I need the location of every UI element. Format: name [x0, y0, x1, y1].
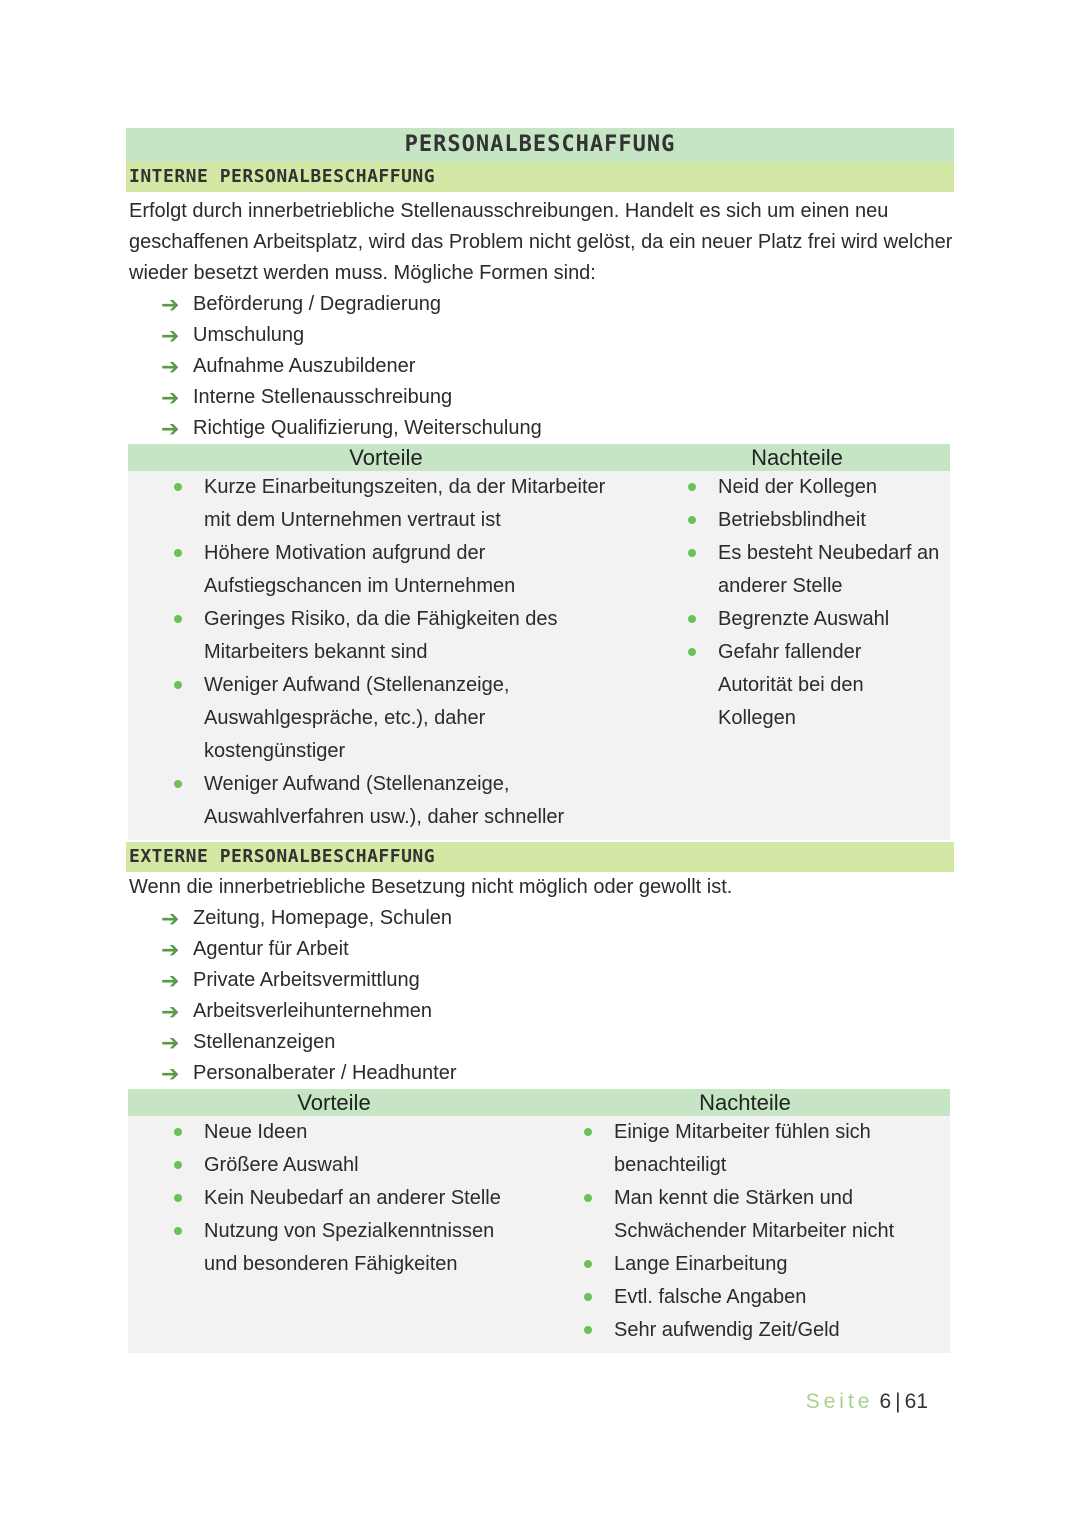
list-item: Kein Neubedarf an anderer Stelle [204, 1182, 520, 1215]
table-header [128, 1089, 950, 1116]
intern-nachteile-list [644, 471, 950, 834]
page-title: PERSONALBESCHAFFUNG [126, 128, 954, 162]
list-item: Neue Ideen [204, 1116, 520, 1149]
list-item: Neid der Kollegen [718, 471, 940, 504]
bullet-icon [688, 648, 696, 656]
current-page: 6 [879, 1390, 892, 1413]
total-pages: 61 [904, 1390, 928, 1413]
arrow-right-icon: ➔ [161, 416, 180, 441]
list-item: ➔ Aufnahme Auszubildener [161, 351, 954, 382]
list-item: Geringes Risiko, da die Fähigkeiten des Mitarbeiters bekannt sind [204, 603, 624, 669]
extern-vorteile-list [128, 1116, 540, 1347]
intern-forms-list [126, 289, 954, 444]
list-item: Weniger Aufwand (Stellenanzeige, Auswahlverfahren usw.), daher schneller [204, 768, 624, 834]
page-number [806, 1390, 928, 1414]
list-item: Nutzung von Spezialkenntnissen und besonderen Fähigkeiten [204, 1215, 520, 1281]
bullet-icon [584, 1326, 592, 1334]
list-item: ➔ Arbeitsverleihunternehmen [161, 996, 954, 1027]
list-item: ➔ Personalberater / Headhunter [161, 1058, 954, 1089]
list-item: Weniger Aufwand (Stellenanzeige, Auswahlgespräche, etc.), daher kostengünstiger [204, 669, 624, 768]
bullet-icon [174, 1161, 182, 1169]
nachteile-header: Nachteile [699, 1090, 791, 1115]
arrow-right-icon: ➔ [161, 1030, 180, 1055]
bullet-icon [174, 615, 182, 623]
arrow-right-icon: ➔ [161, 354, 180, 379]
arrow-right-icon: ➔ [161, 323, 180, 348]
list-item: Höhere Motivation aufgrund der Aufstiegschancen im Unternehmen [204, 537, 624, 603]
list-item: Es besteht Neubedarf an anderer Stelle [718, 537, 940, 603]
list-item: Betriebsblindheit [718, 504, 940, 537]
table-body [128, 1116, 950, 1353]
list-item: Man kennt die Stärken und Schwächender Mitarbeiter nicht [614, 1182, 940, 1248]
arrow-right-icon: ➔ [161, 968, 180, 993]
bullet-icon [584, 1128, 592, 1136]
list-item: Einige Mitarbeiter fühlen sich benachteiligt [614, 1116, 940, 1182]
list-item: Sehr aufwendig Zeit/Geld [614, 1314, 940, 1347]
bullet-icon [584, 1293, 592, 1301]
arrow-right-icon: ➔ [161, 292, 180, 317]
seite-label: Seite [805, 1390, 874, 1413]
arrow-right-icon: ➔ [161, 385, 180, 410]
bullet-icon [688, 549, 696, 557]
list-item: ➔ Private Arbeitsvermittlung [161, 965, 954, 996]
extern-pros-cons-table [128, 1089, 950, 1353]
bullet-icon [174, 681, 182, 689]
list-item: ➔ Interne Stellenausschreibung [161, 382, 954, 413]
arrow-right-icon: ➔ [161, 999, 180, 1024]
bullet-icon [174, 1227, 182, 1235]
bullet-icon [688, 483, 696, 491]
list-item: ➔ Zeitung, Homepage, Schulen [161, 903, 954, 934]
extern-nachteile-list [540, 1116, 950, 1347]
extern-forms-list [126, 903, 954, 1089]
arrow-right-icon: ➔ [161, 906, 180, 931]
intern-pros-cons-table [128, 444, 950, 840]
extern-intro: Wenn die innerbetriebliche Besetzung nicht möglich oder gewollt ist. [129, 876, 733, 898]
vorteile-header: Vorteile [297, 1090, 371, 1115]
list-item: Größere Auswahl [204, 1149, 520, 1182]
intern-vorteile-list [128, 471, 644, 834]
list-item: ➔ Beförderung / Degradierung [161, 289, 954, 320]
arrow-right-icon: ➔ [161, 1061, 180, 1086]
list-item: ➔ Agentur für Arbeit [161, 934, 954, 965]
document-page [126, 128, 954, 1353]
list-item: ➔ Umschulung [161, 320, 954, 351]
list-item: Evtl. falsche Angaben [614, 1281, 940, 1314]
bullet-icon [584, 1260, 592, 1268]
list-item: Begrenzte Auswahl [718, 603, 940, 636]
bullet-icon [688, 516, 696, 524]
table-body [128, 471, 950, 840]
arrow-right-icon: ➔ [161, 937, 180, 962]
table-header [128, 444, 950, 471]
section-heading-extern: EXTERNE PERSONALBESCHAFFUNG [126, 842, 954, 872]
list-item: Gefahr fallender Autorität bei den Kollegen [718, 636, 940, 735]
list-item: ➔ Richtige Qualifizierung, Weiterschulung [161, 413, 954, 444]
list-item: Lange Einarbeitung [614, 1248, 940, 1281]
nachteile-header: Nachteile [751, 445, 843, 470]
separator: | [895, 1390, 901, 1413]
bullet-icon [174, 780, 182, 788]
bullet-icon [174, 1194, 182, 1202]
vorteile-header: Vorteile [349, 445, 423, 470]
list-item: Kurze Einarbeitungszeiten, da der Mitarbeiter mit dem Unternehmen vertraut ist [204, 471, 624, 537]
section-heading-intern: INTERNE PERSONALBESCHAFFUNG [126, 162, 954, 192]
bullet-icon [688, 615, 696, 623]
bullet-icon [174, 549, 182, 557]
list-item: ➔ Stellenanzeigen [161, 1027, 954, 1058]
bullet-icon [584, 1194, 592, 1202]
intern-intro: Erfolgt durch innerbetriebliche Stellenausschreibungen. Handelt es sich um einen neu geschaffenen Arbeitsplatz, wird das Problem nicht gelöst, da ein neuer Platz frei wird welcher wieder besetzt werden muss. Mögliche Formen sind: [129, 200, 953, 284]
bullet-icon [174, 1128, 182, 1136]
bullet-icon [174, 483, 182, 491]
